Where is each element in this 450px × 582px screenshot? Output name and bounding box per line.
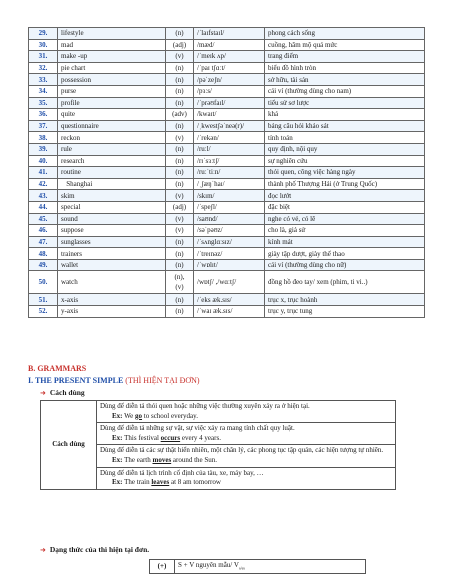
vocab-part-of-speech: (n) xyxy=(166,259,194,271)
vocab-number: 29. xyxy=(29,28,58,40)
example-verb: leaves xyxy=(151,478,170,487)
vocab-word: reckon xyxy=(58,132,166,144)
vocab-part-of-speech xyxy=(166,271,194,294)
usage-description xyxy=(97,401,396,423)
vocab-meaning: đọc lướt xyxy=(265,190,425,202)
vocab-pronunciation: /ˈsʌnglɑːsɪz/ xyxy=(194,236,265,248)
vocab-row xyxy=(29,97,425,109)
example-verb: go xyxy=(135,411,143,420)
vocab-pronunciation: /ˈwɒlɪt/ xyxy=(194,259,265,271)
vocab-part-of-speech: (v) xyxy=(166,190,194,202)
vocab-part-of-speech: (adj) xyxy=(166,39,194,51)
usage-description xyxy=(97,467,396,489)
section-heading-present-simple xyxy=(28,376,200,385)
vocab-meaning: đồng hồ đeo tay/ xem (phim, ti vi..) xyxy=(265,271,425,294)
vocab-pronunciation: /ˈlaɪfstaɪl/ xyxy=(194,28,265,40)
vocab-part-of-speech: (n) xyxy=(166,236,194,248)
vocab-number: 31. xyxy=(29,51,58,63)
vocab-part-of-speech: (n) xyxy=(166,167,194,179)
vocab-part-of-speech: (n) xyxy=(166,85,194,97)
vocab-row xyxy=(29,178,425,190)
form-formula-subscript: s/es xyxy=(238,565,245,571)
vocab-pronunciation: /pɜːs/ xyxy=(194,85,265,97)
vocab-word: research xyxy=(58,155,166,167)
vocab-part-of-speech: (n) xyxy=(166,28,194,40)
example-label: Ex: xyxy=(112,478,123,487)
vocab-row xyxy=(29,132,425,144)
vocab-meaning: tính toán xyxy=(265,132,425,144)
form-table xyxy=(149,559,366,574)
vocab-number: 43. xyxy=(29,190,58,202)
vocab-word: Shanghai xyxy=(58,178,166,190)
vocab-row xyxy=(29,74,425,86)
usage-description xyxy=(97,445,396,467)
example-after: every 4 years. xyxy=(180,433,221,442)
vocab-part-of-speech: (n) xyxy=(166,306,194,318)
vocab-meaning: bảng câu hỏi khảo sát xyxy=(265,120,425,132)
vocab-part-of-speech: (n) xyxy=(166,155,194,167)
vocab-word: x-axis xyxy=(58,294,166,306)
vocab-row xyxy=(29,155,425,167)
vocab-row xyxy=(29,109,425,121)
vocab-pronunciation: /ruːˈtiːn/ xyxy=(194,167,265,179)
vocab-pronunciation: /saʊnd/ xyxy=(194,213,265,225)
arrow-bullet-icon: ➜ xyxy=(40,389,46,397)
vocab-word: suppose xyxy=(58,225,166,237)
usage-heading xyxy=(40,388,85,397)
vocab-word: special xyxy=(58,201,166,213)
vocab-row xyxy=(29,259,425,271)
vocab-meaning: sự nghiên cứu xyxy=(265,155,425,167)
example-after: around the Sun. xyxy=(171,455,218,464)
vocab-row xyxy=(29,167,425,179)
example-before: This festival xyxy=(122,433,161,442)
vocab-pronunciation: /ˌkwestʃəˈneə(r)/ xyxy=(194,120,265,132)
vocab-meaning: trục y, trục tung xyxy=(265,306,425,318)
vocab-meaning: trục x, trục hoành xyxy=(265,294,425,306)
vocab-word: wallet xyxy=(58,259,166,271)
present-simple-title: I. THE PRESENT SIMPLE xyxy=(28,376,124,385)
form-heading-text: Dạng thức của thì hiện tại đơn. xyxy=(49,545,150,554)
vocab-number: 35. xyxy=(29,97,58,109)
vocabulary-table xyxy=(28,27,425,318)
vocab-word: possession xyxy=(58,74,166,86)
usage-table xyxy=(40,400,396,490)
vocab-row xyxy=(29,225,425,237)
example-before: We xyxy=(122,411,136,420)
vocab-meaning: sở hữu, tài sản xyxy=(265,74,425,86)
vocab-row xyxy=(29,201,425,213)
usage-description xyxy=(97,423,396,445)
vocab-part-of-speech-line: (n), xyxy=(174,273,185,282)
vocab-pronunciation: /ˈtreɪnəz/ xyxy=(194,248,265,260)
vocab-pronunciation: /ˈspeʃl/ xyxy=(194,201,265,213)
usage-heading-text: Cách dùng xyxy=(49,388,85,397)
vocab-part-of-speech: (v) xyxy=(166,132,194,144)
vocab-meaning: khá xyxy=(265,109,425,121)
vocab-word: questionnaire xyxy=(58,120,166,132)
vocab-number: 41. xyxy=(29,167,58,179)
vocab-part-of-speech: (n) xyxy=(166,178,194,190)
example-label: Ex: xyxy=(112,433,123,442)
vocab-word: y-axis xyxy=(58,306,166,318)
vocab-meaning: cái ví (thường dùng cho nữ) xyxy=(265,259,425,271)
vocab-meaning: đặc biệt xyxy=(265,201,425,213)
vocab-part-of-speech: (n) xyxy=(166,74,194,86)
vocab-pronunciation: /ruːl/ xyxy=(194,143,265,155)
vocab-row xyxy=(29,62,425,74)
vocab-pronunciation: /ˈmeɪk ʌp/ xyxy=(194,51,265,63)
example-before: The train xyxy=(122,478,152,487)
arrow-bullet-icon: ➜ xyxy=(40,546,46,554)
vocab-pronunciation: /pəˈzeʃn/ xyxy=(194,74,265,86)
vocab-part-of-speech: (v) xyxy=(166,213,194,225)
vocab-row xyxy=(29,143,425,155)
vocab-pronunciation: /səˈpəʊz/ xyxy=(194,225,265,237)
vocab-meaning: thành phố Thượng Hải (ở Trung Quốc) xyxy=(265,178,425,190)
vocab-part-of-speech: (adj) xyxy=(166,201,194,213)
usage-example xyxy=(100,434,392,444)
vocab-pronunciation: /ˈrekən/ xyxy=(194,132,265,144)
vocab-number: 51. xyxy=(29,294,58,306)
usage-rule-text: Dùng để diễn tả lịch trình cố định của tàu, xe, máy bay, … xyxy=(100,468,264,477)
vocab-pronunciation: /wɒtʃ/ ,/wɑːtʃ/ xyxy=(194,271,265,294)
vocab-row xyxy=(29,236,425,248)
vocab-row xyxy=(29,248,425,260)
example-after: at 8 am tomorrow xyxy=(169,478,221,487)
vocab-number: 48. xyxy=(29,248,58,260)
vocab-number: 33. xyxy=(29,74,58,86)
usage-rule-text: Dùng để diễn tả những sự vật, sự việc xảy ra mang tính chất quy luật. xyxy=(100,424,295,433)
vocab-word: routine xyxy=(58,167,166,179)
vocab-row xyxy=(29,39,425,51)
vocab-row xyxy=(29,51,425,63)
form-formula xyxy=(175,560,366,574)
vocab-part-of-speech: (n) xyxy=(166,120,194,132)
vocab-number: 44. xyxy=(29,201,58,213)
vocab-number: 36. xyxy=(29,109,58,121)
vocab-meaning: nghe có vẻ, có lẽ xyxy=(265,213,425,225)
vocab-number: 34. xyxy=(29,85,58,97)
vocab-pronunciation: /ˈwaɪ æk.sɪs/ xyxy=(194,306,265,318)
vocab-row xyxy=(29,190,425,202)
vocab-word: profile xyxy=(58,97,166,109)
section-heading-grammars: B. GRAMMARS xyxy=(28,364,87,373)
vocab-pronunciation: /ˈpaɪ tʃɑːt/ xyxy=(194,62,265,74)
vocab-meaning: tiểu sử sơ lược xyxy=(265,97,425,109)
usage-row xyxy=(41,401,396,423)
vocab-meaning: giày tập dượt, giày thể thao xyxy=(265,248,425,260)
vocab-meaning: biểu đồ hình tròn xyxy=(265,62,425,74)
vocab-number: 42. xyxy=(29,178,58,190)
vocab-meaning: thói quen, công việc hàng ngày xyxy=(265,167,425,179)
vocab-meaning: kính mát xyxy=(265,236,425,248)
vocab-row xyxy=(29,306,425,318)
vocab-part-of-speech: (v) xyxy=(166,51,194,63)
vocab-pronunciation: /rɪˈsɜːtʃ/ xyxy=(194,155,265,167)
present-simple-translation: (THÌ HIỆN TẠI ĐƠN) xyxy=(125,376,200,385)
example-verb: moves xyxy=(152,455,172,464)
vocab-number: 49. xyxy=(29,259,58,271)
form-heading xyxy=(40,545,149,554)
usage-example xyxy=(100,412,392,422)
vocab-pronunciation: /ˌʃæŋˈhaɪ/ xyxy=(194,178,265,190)
vocab-word: lifestyle xyxy=(58,28,166,40)
vocab-pronunciation: /mæd/ xyxy=(194,39,265,51)
vocab-pronunciation: /ˈprəʊfaɪl/ xyxy=(194,97,265,109)
usage-example xyxy=(100,456,392,466)
vocab-pronunciation: /ˈeks æk.sɪs/ xyxy=(194,294,265,306)
vocab-meaning: cái ví (thường dùng cho nam) xyxy=(265,85,425,97)
example-label: Ex: xyxy=(112,455,123,464)
example-label: Ex: xyxy=(112,411,123,420)
vocab-word: skim xyxy=(58,190,166,202)
vocab-word: watch xyxy=(58,271,166,294)
vocab-part-of-speech: (v) xyxy=(166,225,194,237)
vocab-pronunciation: /kwaɪt/ xyxy=(194,109,265,121)
vocab-meaning: cho là, giả sử xyxy=(265,225,425,237)
vocab-number: 45. xyxy=(29,213,58,225)
vocab-row xyxy=(29,271,425,294)
vocab-word: quite xyxy=(58,109,166,121)
vocab-number: 32. xyxy=(29,62,58,74)
vocab-number: 52. xyxy=(29,306,58,318)
vocab-part-of-speech-line: (v) xyxy=(175,283,184,292)
vocab-word: pie chart xyxy=(58,62,166,74)
form-row-affirmative xyxy=(150,560,366,574)
vocab-meaning: phong cách sống xyxy=(265,28,425,40)
usage-label: Cách dùng xyxy=(41,401,97,490)
vocab-part-of-speech: (n) xyxy=(166,248,194,260)
example-before: The earth xyxy=(122,455,153,464)
vocab-word: sound xyxy=(58,213,166,225)
vocab-number: 46. xyxy=(29,225,58,237)
vocab-row xyxy=(29,294,425,306)
usage-rule-text: Dùng để diễn tả thói quen hoặc những việc thường xuyên xảy ra ở hiện tại. xyxy=(100,402,310,410)
form-sign: (+) xyxy=(150,560,175,574)
vocab-word: make -up xyxy=(58,51,166,63)
vocab-meaning: trang điểm xyxy=(265,51,425,63)
usage-rule-text: Dùng để diễn tả các sự thật hiển nhiên, một chân lý, các phong tục tập quán, các hiện tượng tự nhiên. xyxy=(100,446,384,455)
vocab-part-of-speech: (n) xyxy=(166,62,194,74)
vocab-number: 39. xyxy=(29,143,58,155)
vocab-word: purse xyxy=(58,85,166,97)
vocab-number: 30. xyxy=(29,39,58,51)
vocab-row xyxy=(29,85,425,97)
vocab-word: mad xyxy=(58,39,166,51)
vocab-pronunciation: /skɪm/ xyxy=(194,190,265,202)
vocab-number: 38. xyxy=(29,132,58,144)
example-verb: occurs xyxy=(160,433,181,442)
vocab-row xyxy=(29,213,425,225)
vocab-meaning: cuồng, hâm mộ quá mức xyxy=(265,39,425,51)
vocab-part-of-speech: (adv) xyxy=(166,109,194,121)
vocab-word: rule xyxy=(58,143,166,155)
vocab-part-of-speech: (n) xyxy=(166,143,194,155)
example-after: to school everyday. xyxy=(142,411,198,420)
vocab-meaning: quy định, nội quy xyxy=(265,143,425,155)
usage-example xyxy=(100,478,392,488)
vocab-part-of-speech: (n) xyxy=(166,97,194,109)
vocab-word: sunglasses xyxy=(58,236,166,248)
vocab-row xyxy=(29,120,425,132)
form-formula-text: S + V nguyên mẫu/ V xyxy=(178,561,239,569)
vocab-row xyxy=(29,28,425,40)
vocab-number: 40. xyxy=(29,155,58,167)
vocab-number: 47. xyxy=(29,236,58,248)
vocab-number: 50. xyxy=(29,271,58,294)
vocab-word: trainers xyxy=(58,248,166,260)
vocab-number: 37. xyxy=(29,120,58,132)
vocab-part-of-speech: (n) xyxy=(166,294,194,306)
